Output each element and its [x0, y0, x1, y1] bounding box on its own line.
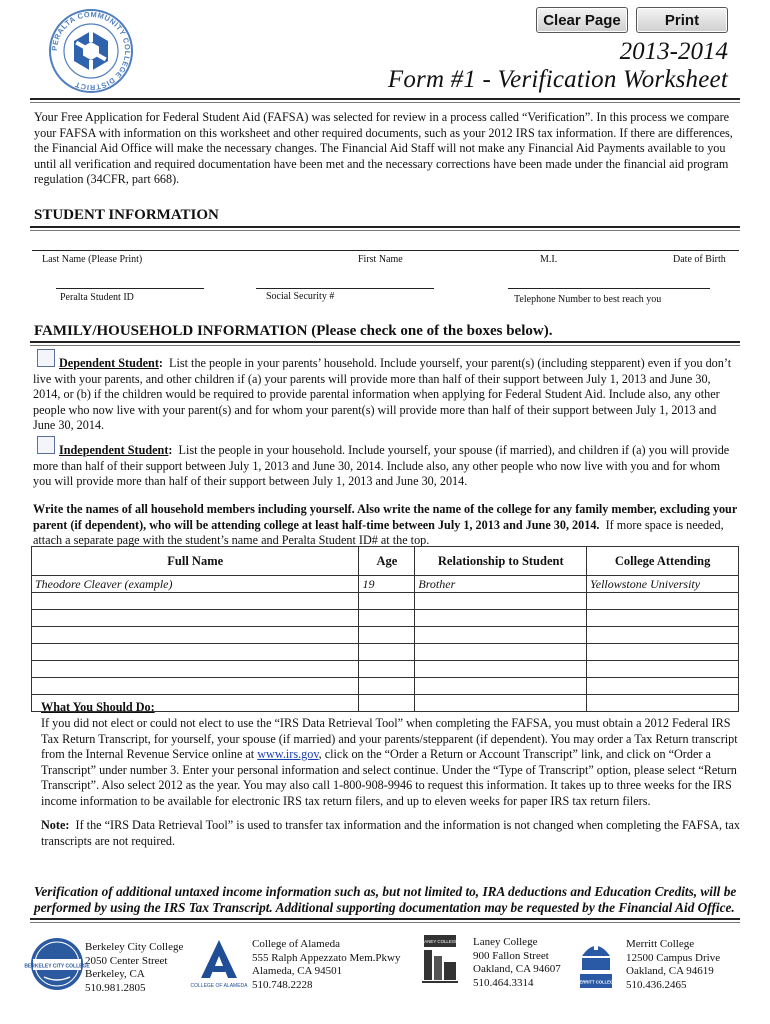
what-to-do-text-1: If you did not elect or could not elect to use the “IRS Data Retrieval Tool” when completing the FAFSA, you must obtain a 2012 Federal IRS Tax Return Transcript, for yourself, your spouse (if married) and your parents/stepparent (if dependent). You may order a Tax Return transcript from the Internal Revenue Service online at [41, 716, 738, 761]
footer-note-line2: performed by using the IRS Tax Transcript. Additional supporting documentation may be requested by the Financial Aid Office. [34, 900, 735, 915]
table-row[interactable] [32, 661, 739, 678]
table-row[interactable] [32, 644, 739, 661]
table-header-row [32, 547, 739, 576]
example-name: Theodore Cleaver (example) [32, 576, 359, 593]
col-college: College Attending [587, 547, 739, 576]
campus-name: Berkeley City College [85, 941, 184, 953]
footer-note-line1: Verification of additional untaxed income information such as, but not limited to, IRA deductions and Education Credits, will be [34, 884, 737, 899]
campus-merritt [626, 938, 720, 992]
campus-city: Oakland, CA 94607 [473, 963, 561, 975]
merritt-college-logo [574, 934, 618, 990]
table-row-example [32, 576, 739, 593]
table-row[interactable] [32, 678, 739, 695]
note-text: If the “IRS Data Retrieval Tool” is used to transfer tax information and the information is not changed when completing the FAFSA, tax transcripts are not required. [41, 818, 740, 848]
campus-phone: 510.464.3314 [473, 976, 534, 989]
table-row[interactable] [32, 610, 739, 627]
example-college: Yellowstone University [587, 576, 739, 593]
campus-phone: 510.436.2465 [626, 978, 687, 991]
student-id-field[interactable] [56, 288, 204, 289]
table-row[interactable] [32, 593, 739, 610]
mi-label: M.I. [540, 254, 558, 265]
first-name-label: First Name [358, 254, 403, 265]
table-row[interactable] [32, 627, 739, 644]
student-heading-divider [30, 226, 740, 228]
college-of-alameda-logo [190, 936, 248, 996]
household-instructions [33, 502, 739, 549]
student-id-label: Peralta Student ID [60, 292, 134, 303]
household-instructions-rest: If more space is needed, attach a separate page with the student’s name and Peralta Student ID# at the top. [33, 517, 724, 547]
what-to-do-heading: What You Should Do: [41, 700, 155, 714]
note-label: Note: [41, 818, 70, 832]
alameda-logo-text: COLLEGE OF ALAMEDA [190, 983, 248, 989]
what-to-do-text-2: , click on the “Order a Return or Account Transcript” link, and click on “Order a Transcript” under number 3. Enter your personal information and select continue. Under the “Type of Transcript” option, please select “Return Transcript”. Also select 2012 as the year. You may also call 1-800-908-9946 to request this information. It takes up to three weeks for the IRS income information to be available for electronic IRS tax return filers, and up to eleven weeks for paper IRS tax return filers. [41, 747, 737, 808]
campus-street: 555 Ralph Appezzato Mem.Pkwy [252, 951, 401, 964]
campus-name: Laney College [473, 936, 538, 948]
irs-link[interactable]: www.irs.gov [257, 747, 319, 761]
campus-berkeley [85, 941, 183, 995]
campus-laney [473, 936, 561, 990]
dependent-student-label: Dependent Student [59, 356, 159, 370]
dependent-student-text: List the people in your parents’ household. Include yourself, your parent(s) (including stepparent) even if you don’t live with your parents, and other children if (a) your parents will provide more than half of their support between July 1, 2013 and June 30, 2014, or (b) if the children would be required to provide parental information when applying for Federal Student Aid. Include also, any other people who now live with your parent(s) and for whom your parent(s) will provide more than half of their support between July 1, 2013 and June 30, 2014. [33, 356, 732, 432]
example-relationship: Brother [415, 576, 587, 593]
col-relationship: Relationship to Student [415, 547, 587, 576]
what-to-do-text [41, 716, 741, 809]
campus-city: Oakland, CA 94619 [626, 965, 714, 977]
student-information-heading: STUDENT INFORMATION [34, 207, 219, 223]
campus-street: 900 Fallon Street [473, 949, 549, 962]
example-age: 19 [359, 576, 415, 593]
dob-label: Date of Birth [673, 254, 726, 265]
laney-college-logo [418, 934, 462, 988]
household-instructions-bold: Write the names of all household members including yourself. Also write the name of the college for any family member, excluding your parent (if dependent), who will be attending college at least half-time between July 1, 2013 and June 30, 2014. [33, 502, 738, 532]
form-title: Form #1 - Verification Worksheet [387, 66, 728, 93]
family-household-heading: FAMILY/HOUSEHOLD INFORMATION (Please check one of the boxes below). [34, 323, 553, 339]
print-button[interactable]: Print [636, 7, 728, 33]
campus-name: Merritt College [626, 938, 695, 950]
form-year: 2013-2014 [619, 38, 728, 65]
campus-phone: 510.748.2228 [252, 978, 313, 991]
phone-label: Telephone Number to best reach you [514, 294, 662, 305]
campus-phone: 510.981.2805 [85, 981, 146, 994]
laney-logo-text: LANEY COLLEGE [421, 939, 459, 944]
col-full-name: Full Name [32, 547, 359, 576]
last-name-label: Last Name (Please Print) [42, 254, 143, 265]
household-members-table [31, 546, 739, 712]
peralta-logo-text: PERALTA COMMUNITY COLLEGE DISTRICT [49, 9, 133, 93]
campus-city: Alameda, CA 94501 [252, 965, 343, 977]
dependent-student-paragraph: Dependent Student: List the people in your parents’ household. Include yourself, your parent(s) (including stepparent) even if you don’t live with your parents, and other children if (a) your parents will provide more than half of their support between July 1, 2013 and June 30, 2014, or (b) if the children would be required to provide parental information when applying for Federal Student Aid. Include also, any other people who now live with your parent(s) and for whom your parent(s) will provide more than half of their support between July 1, 2013 and June 30, 2014. [33, 356, 732, 432]
intro-paragraph: Your Free Application for Federal Student Aid (FAFSA) was selected for review in a process called “Verification”. In this process we compare your FAFSA with information on this worksheet and other required documents, such as your 2012 IRS tax information. If there are differences, the Financial Aid Office will make the necessary changes. The Financial Aid Staff will not make any Financial Aid Payments available to you until all verification and required documentation have been met and the necessary corrections have been made under the financial aid program regulation (34CFR, part 668). [34, 110, 733, 186]
clear-page-button[interactable]: Clear Page [536, 7, 628, 33]
note-paragraph [41, 818, 741, 849]
berkeley-city-college-logo [24, 937, 90, 991]
peralta-logo [48, 8, 134, 94]
campus-street: 2050 Center Street [85, 954, 168, 967]
phone-field[interactable] [508, 288, 710, 289]
col-age: Age [359, 547, 415, 576]
family-heading-divider [30, 341, 740, 343]
ssn-field[interactable] [256, 288, 434, 289]
campus-street: 12500 Campus Drive [626, 951, 721, 964]
independent-student-label: Independent Student [59, 443, 169, 457]
title-divider [30, 98, 740, 100]
campus-city: Berkeley, CA [85, 968, 145, 980]
campus-alameda [252, 938, 400, 992]
independent-student-paragraph: Independent Student: List the people in your household. Include yourself, your spouse (if married), and children if (a) you will provide more than half of their support between July 1, 2013 and June 30, 2014. Include also, any other people who now live with you and for whom you will provide more than half of their support between July 1, 2013 and June 30, 2014. [33, 443, 730, 488]
name-row-line[interactable] [32, 250, 739, 251]
merritt-logo-text: MERRITT COLLEGE [575, 979, 617, 985]
campus-name: College of Alameda [252, 938, 340, 950]
independent-student-text: List the people in your household. Include yourself, your spouse (if married), and children if (a) you will provide more than half of their support between July 1, 2013 and June 30, 2014. Include also, any other people who now live with you and for whom you will provide more than half of their support between July 1, 2013 and June 30, 2014. [33, 443, 730, 488]
ssn-label: Social Security # [266, 291, 335, 302]
berkeley-logo-text: BERKELEY CITY COLLEGE [24, 963, 90, 970]
footer-divider [30, 918, 740, 920]
